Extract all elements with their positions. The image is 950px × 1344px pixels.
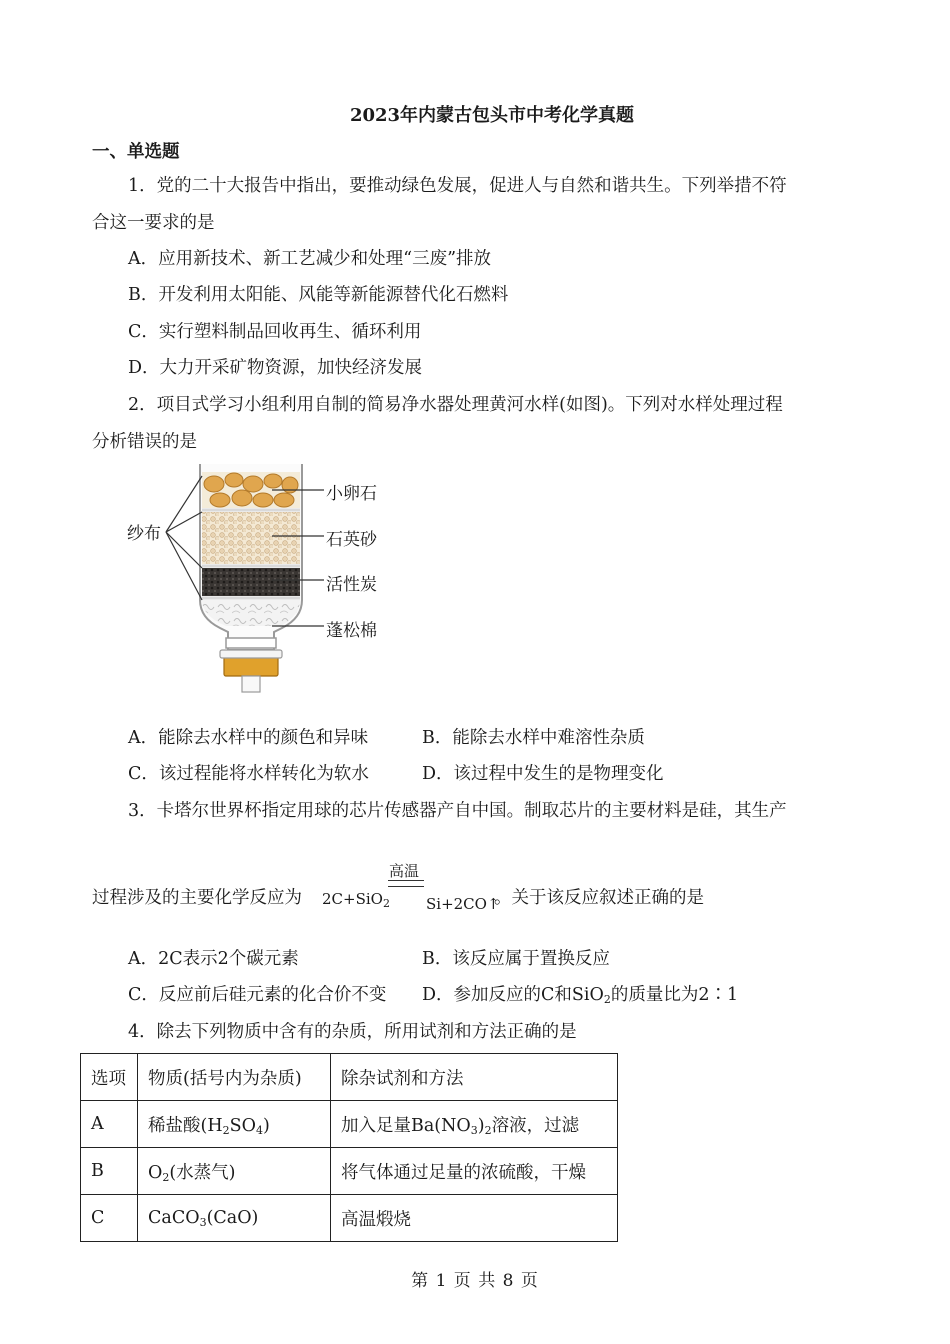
q2-option-b: B．能除去水样中难溶性杂质 <box>422 728 645 748</box>
carbon-layer <box>202 568 300 596</box>
label-quartz: 石英砂 <box>326 530 377 550</box>
q4-table <box>80 1053 618 1242</box>
q4-stem: 4．除去下列物质中含有的杂质，所用试剂和方法正确的是 <box>128 1022 577 1042</box>
q2-option-c: C．该过程能将水样转化为软水 <box>128 764 369 784</box>
label-carbon: 活性炭 <box>326 575 377 595</box>
q3-option-d-post: 的质量比为2∶1 <box>610 985 739 1005</box>
q3-option-a: A．2C表示2个碳元素 <box>128 949 299 969</box>
table-cell-option: A <box>81 1101 138 1148</box>
q3-option-d-subscript: 2 <box>603 993 611 1006</box>
table-row <box>81 1195 618 1242</box>
q1-option-c: C．实行塑料制品回收再生、循环利用 <box>128 322 422 342</box>
q3-stem-line2-post: 。关于该反应叙述正确的是 <box>494 888 704 908</box>
q2-option-d: D．该过程中发生的是物理变化 <box>422 764 664 784</box>
table-header-cell: 选项 <box>81 1054 138 1101</box>
q3-option-d-pre: D．参加反应的C和SiO <box>422 985 604 1005</box>
table-row <box>81 1148 618 1195</box>
q3-products: Si+2CO↑ <box>426 895 500 913</box>
table-cell-method: 将气体通过足量的浓硫酸，干燥 <box>331 1148 618 1195</box>
table-cell-substance: CaCO$_3$(CaO) <box>138 1195 331 1242</box>
label-cotton: 蓬松棉 <box>326 621 377 641</box>
q1-stem-line1: 1．党的二十大报告中指出，要推动绿色发展，促进人与自然和谐共生。下列举措不符 <box>128 176 787 196</box>
table-cell-method: 加入足量$Ba(NO_3)_2$溶液，过滤 <box>331 1101 618 1148</box>
table-cell-substance: $O_2$(水蒸气) <box>138 1148 331 1195</box>
table-header-cell: 物质(括号内为杂质) <box>138 1054 331 1101</box>
table-cell-option: C <box>81 1195 138 1242</box>
q3-reactants-subscript: 2 <box>382 897 390 910</box>
bottle-spout <box>242 676 260 692</box>
section-heading: 一、单选题 <box>92 142 180 162</box>
quartz-layer <box>202 512 300 564</box>
bottle-neck <box>226 638 276 648</box>
q2-stem-line1: 2．项目式学习小组利用自制的简易净水器处理黄河水样(如图)。下列对水样处理过程 <box>128 395 783 415</box>
q2-option-a: A．能除去水样中的颜色和异味 <box>128 728 369 748</box>
q3-stem-line2-pre: 过程涉及的主要化学反应为 <box>92 888 302 908</box>
q3-equals-sign <box>388 880 424 887</box>
q1-option-a: A．应用新技术、新工艺减少和处理“三废”排放 <box>128 249 492 269</box>
q2-stem-line2: 分析错误的是 <box>92 432 197 452</box>
label-pebble: 小卵石 <box>326 484 377 504</box>
q3-option-b: B．该反应属于置换反应 <box>422 949 610 969</box>
q3-option-c: C．反应前后硅元素的化合价不变 <box>128 985 387 1005</box>
q3-stem-line1: 3．卡塔尔世界杯指定用球的芯片传感器产自中国。制取芯片的主要材料是硅，其生产 <box>128 801 787 821</box>
q3-condition: 高温 <box>389 862 420 880</box>
table-header-cell: 除杂试剂和方法 <box>331 1054 618 1101</box>
q1-option-d: D．大力开采矿物资源，加快经济发展 <box>128 358 423 378</box>
q3-reactants <box>322 890 390 910</box>
q3-option-d <box>422 983 738 1012</box>
page-title: 2023年内蒙古包头市中考化学真题 <box>349 105 635 126</box>
page-footer: 第 1 页 共 8 页 <box>411 1271 539 1291</box>
table-cell-substance: 稀盐酸$(H_2SO_4)$ <box>138 1101 331 1148</box>
table-cell-method: 高温煅烧 <box>331 1195 618 1242</box>
q1-stem-line2: 合这一要求的是 <box>92 213 215 233</box>
bottle-cap <box>224 656 278 676</box>
q3-reactants-text: 2C+SiO <box>322 890 383 908</box>
table-row <box>81 1101 618 1148</box>
q1-option-b: B．开发利用太阳能、风能等新能源替代化石燃料 <box>128 285 509 305</box>
table-cell-option: B <box>81 1148 138 1195</box>
table-header-row <box>81 1054 618 1101</box>
label-gauze: 纱布 <box>127 524 161 544</box>
gauze-leaders <box>166 476 202 600</box>
